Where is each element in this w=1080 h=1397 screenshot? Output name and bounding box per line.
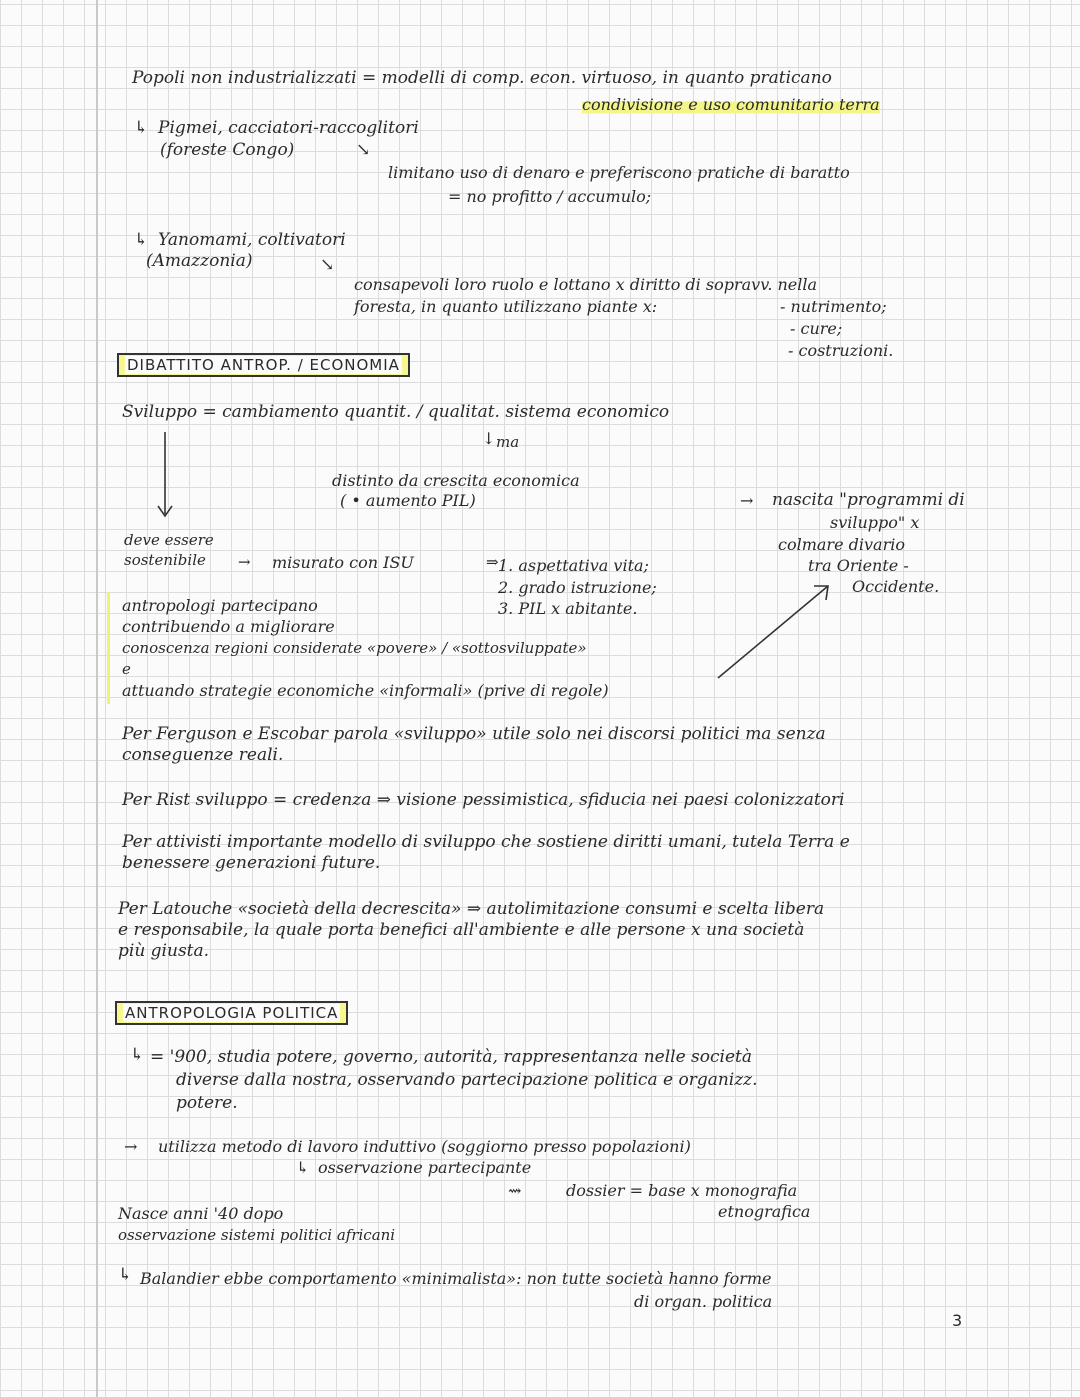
note-line: etnografica	[718, 1202, 811, 1221]
note-line: misurato con ISU	[272, 553, 414, 572]
note-line: = no profitto / accumulo;	[448, 187, 652, 206]
note-line: tra Oriente -	[808, 556, 909, 575]
double-arrow-icon: ⇒	[486, 553, 499, 571]
note-line: Per Ferguson e Escobar parola «sviluppo» utile solo nei discorsi politici ma senza	[122, 724, 826, 744]
arrow-hook-icon: ↳	[296, 1158, 310, 1177]
note-line: Occidente.	[852, 577, 940, 596]
note-line: Yanomami, coltivatori	[158, 230, 346, 250]
right-arrow-icon: →	[124, 1137, 138, 1156]
right-arrow-icon: →	[740, 491, 754, 510]
note-line: - costruzioni.	[788, 341, 894, 360]
note-line: più giusta.	[118, 941, 210, 961]
note-line: ( • aumento PIL)	[340, 491, 476, 510]
section-heading-box: ANTROPOLOGIA POLITICA	[115, 1001, 348, 1025]
arrow-hook-icon: ↳	[134, 118, 149, 138]
arrow-hook-icon: ↳	[130, 1045, 145, 1065]
note-line: 1. aspettativa vita;	[498, 556, 649, 575]
arrow-hook-icon: ↳	[134, 230, 149, 250]
note-line: consapevoli loro ruolo e lottano x diritto di sopravv. nella	[354, 275, 818, 294]
note-line: nascita "programmi di	[772, 490, 965, 510]
note-line: Sviluppo = cambiamento quantit. / qualitat. sistema economico	[122, 402, 670, 422]
note-line: colmare divario	[778, 535, 905, 554]
note-line: distinto da crescita economica	[332, 471, 580, 490]
note-line: diverse dalla nostra, osservando partecipazione politica e organizz.	[176, 1070, 758, 1090]
note-line: - cure;	[790, 319, 843, 338]
note-line: di organ. politica	[634, 1292, 773, 1311]
note-line: conoscenza regioni considerate «povere» / «sottosviluppate»	[122, 639, 587, 657]
arrow-hook-icon: ↳	[118, 1265, 133, 1285]
note-line: Per attivisti importante modello di sviluppo che sostiene diritti umani, tutela Terra e	[122, 832, 850, 852]
note-line: (Amazzonia)	[146, 251, 253, 271]
note-line: condivisione e uso comunitario terra	[582, 95, 880, 114]
long-down-arrow	[150, 428, 180, 522]
note-line: Pigmei, cacciatori-raccoglitori	[158, 118, 419, 138]
note-line: e	[122, 660, 131, 678]
note-line: deve essere	[124, 531, 214, 549]
note-line: dossier = base x monografia	[566, 1181, 798, 1200]
note-line: benessere generazioni future.	[122, 853, 381, 873]
note-line: osservazione partecipante	[318, 1158, 532, 1177]
note-line: e responsabile, la quale porta benefici all'ambiente e alle persone x una società	[118, 920, 805, 940]
note-line: antropologi partecipano	[122, 596, 318, 615]
note-line: utilizza metodo di lavoro induttivo (soggiorno presso popolazioni)	[158, 1137, 691, 1156]
note-line: Per Latouche «società della decrescita» ⇒ autolimitazione consumi e scelta libera	[118, 899, 825, 919]
down-arrow-icon: ↓	[482, 429, 496, 448]
highlight-bracket	[107, 592, 120, 704]
right-arrow-icon: →	[238, 553, 251, 571]
note-line: limitano uso di denaro e preferiscono pratiche di baratto	[388, 163, 850, 182]
note-line: ma	[496, 433, 520, 451]
note-line: foresta, in quanto utilizzano piante x:	[354, 297, 658, 316]
note-line: Balandier ebbe comportamento «minimalista»: non tutte società hanno forme	[140, 1269, 772, 1288]
section-heading-box: DIBATTITO ANTROP. / ECONOMIA	[117, 353, 410, 377]
note-line: - nutrimento;	[780, 297, 887, 316]
note-line: sostenibile	[124, 551, 206, 569]
note-line: contribuendo a migliorare	[122, 617, 335, 636]
down-arrow-icon: ↘	[320, 255, 335, 275]
note-line: conseguenze reali.	[122, 745, 284, 765]
note-line: osservazione sistemi politici africani	[118, 1226, 396, 1244]
note-line: sviluppo" x	[830, 513, 920, 532]
note-line: 2. grado istruzione;	[498, 578, 657, 597]
note-line: Nasce anni '40 dopo	[118, 1204, 284, 1223]
note-line: 3. PIL x abitante.	[498, 599, 638, 618]
margin-line	[96, 0, 98, 1397]
page-number: 3	[952, 1311, 963, 1330]
diagonal-up-arrow	[710, 576, 840, 686]
note-line: attuando strategie economiche «informali» (prive di regole)	[122, 681, 609, 700]
note-line: potere.	[176, 1093, 238, 1113]
down-arrow-icon: ↘	[356, 140, 371, 160]
squiggle-arrow-icon: ⇝	[508, 1181, 522, 1200]
note-line: Popoli non industrializzati = modelli di comp. econ. virtuoso, in quanto praticano	[132, 68, 832, 88]
note-line: = '900, studia potere, governo, autorità, rappresentanza nelle società	[150, 1047, 752, 1067]
note-line: Per Rist sviluppo = credenza ⇒ visione pessimistica, sfiducia nei paesi colonizzatori	[122, 790, 845, 810]
note-line: (foreste Congo)	[160, 140, 295, 160]
